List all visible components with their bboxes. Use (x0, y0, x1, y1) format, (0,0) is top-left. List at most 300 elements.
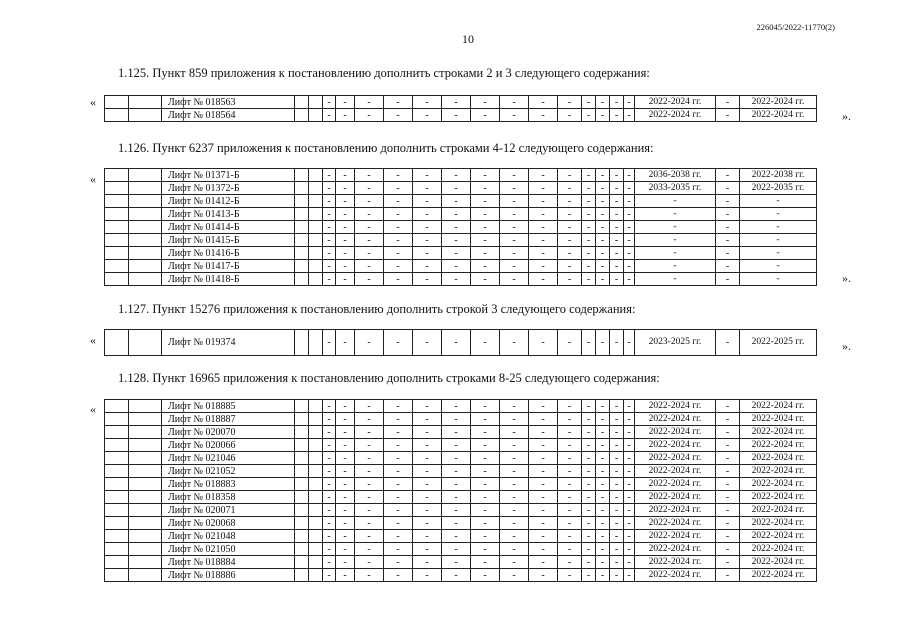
empty-cell (129, 569, 162, 582)
dash-cell: - (471, 330, 500, 356)
dash-cell: - (582, 208, 596, 221)
dash-cell: - (558, 234, 582, 247)
period-cell: - (740, 195, 817, 208)
empty-cell (105, 465, 129, 478)
dash-cell: - (442, 260, 471, 273)
dash-cell: - (558, 195, 582, 208)
table-row (105, 491, 817, 504)
dash-cell: - (529, 426, 558, 439)
empty-cell (105, 413, 129, 426)
dash-cell: - (355, 439, 384, 452)
dash-cell: - (471, 426, 500, 439)
empty-cell (309, 543, 323, 556)
period-cell: 2022-2024 гг. (635, 413, 716, 426)
dash-cell: - (413, 273, 442, 286)
dash-cell: - (500, 260, 529, 273)
dash-cell: - (610, 169, 624, 182)
dash-cell: - (596, 556, 610, 569)
page-number: 10 (462, 32, 474, 46)
dash-cell: - (500, 96, 529, 109)
dash-cell: - (582, 273, 596, 286)
dash-cell: - (336, 96, 355, 109)
dash-cell: - (336, 413, 355, 426)
dash-cell: - (413, 330, 442, 356)
dash-cell: - (471, 169, 500, 182)
period-cell: - (740, 260, 817, 273)
empty-cell (129, 260, 162, 273)
dash-cell: - (596, 452, 610, 465)
period-cell: - (635, 221, 716, 234)
period-cell: - (740, 208, 817, 221)
empty-cell (309, 208, 323, 221)
empty-cell (309, 234, 323, 247)
elevator-name-cell: Лифт № 019374 (162, 330, 295, 356)
dash-cell: - (582, 247, 596, 260)
dash-cell: - (596, 247, 610, 260)
elevator-name-cell: Лифт № 020066 (162, 439, 295, 452)
empty-cell (309, 195, 323, 208)
dash-cell: - (529, 208, 558, 221)
empty-cell (105, 426, 129, 439)
period-cell: 2022-2024 гг. (635, 478, 716, 491)
dash-cell: - (442, 247, 471, 260)
dash-cell: - (413, 413, 442, 426)
empty-cell (309, 260, 323, 273)
dash-cell: - (558, 182, 582, 195)
dash-cell: - (610, 221, 624, 234)
dash-cell: - (442, 400, 471, 413)
dash-cell: - (529, 247, 558, 260)
dash-cell: - (716, 195, 740, 208)
dash-cell: - (610, 478, 624, 491)
dash-cell: - (442, 208, 471, 221)
dash-cell: - (558, 330, 582, 356)
dash-cell: - (355, 556, 384, 569)
dash-cell: - (323, 504, 336, 517)
period-cell: 2022-2024 гг. (635, 109, 716, 122)
dash-cell: - (716, 491, 740, 504)
elevator-name-cell: Лифт № 018358 (162, 491, 295, 504)
dash-cell: - (323, 556, 336, 569)
empty-cell (129, 504, 162, 517)
dash-cell: - (323, 330, 336, 356)
dash-cell: - (558, 109, 582, 122)
table-row (105, 109, 817, 122)
dash-cell: - (500, 182, 529, 195)
dash-cell: - (582, 504, 596, 517)
dash-cell: - (610, 96, 624, 109)
period-cell: 2022-2024 гг. (740, 109, 817, 122)
dash-cell: - (610, 517, 624, 530)
empty-cell (309, 109, 323, 122)
dash-cell: - (442, 109, 471, 122)
empty-cell (105, 195, 129, 208)
dash-cell: - (471, 109, 500, 122)
dash-cell: - (529, 439, 558, 452)
amendment-table-1-125 (104, 95, 817, 122)
dash-cell: - (336, 182, 355, 195)
dash-cell: - (384, 96, 413, 109)
dash-cell: - (384, 517, 413, 530)
dash-cell: - (716, 109, 740, 122)
dash-cell: - (716, 452, 740, 465)
dash-cell: - (500, 569, 529, 582)
dash-cell: - (471, 413, 500, 426)
dash-cell: - (323, 413, 336, 426)
dash-cell: - (442, 234, 471, 247)
dash-cell: - (355, 530, 384, 543)
dash-cell: - (355, 504, 384, 517)
dash-cell: - (716, 260, 740, 273)
empty-cell (129, 96, 162, 109)
dash-cell: - (336, 330, 355, 356)
dash-cell: - (471, 478, 500, 491)
empty-cell (309, 569, 323, 582)
period-cell: 2022-2024 гг. (635, 426, 716, 439)
empty-cell (295, 247, 309, 260)
empty-cell (105, 439, 129, 452)
dash-cell: - (471, 439, 500, 452)
dash-cell: - (558, 426, 582, 439)
dash-cell: - (471, 260, 500, 273)
period-cell: 2022-2024 гг. (635, 530, 716, 543)
empty-cell (309, 96, 323, 109)
period-cell: 2022-2024 гг. (635, 452, 716, 465)
dash-cell: - (529, 530, 558, 543)
empty-cell (129, 517, 162, 530)
empty-cell (129, 195, 162, 208)
table-row (105, 221, 817, 234)
dash-cell: - (716, 426, 740, 439)
dash-cell: - (384, 543, 413, 556)
dash-cell: - (582, 517, 596, 530)
table-row (105, 517, 817, 530)
period-cell: 2022-2024 гг. (740, 465, 817, 478)
empty-cell (295, 491, 309, 504)
period-cell: - (740, 273, 817, 286)
dash-cell: - (596, 182, 610, 195)
dash-cell: - (596, 426, 610, 439)
dash-cell: - (558, 208, 582, 221)
dash-cell: - (610, 543, 624, 556)
dash-cell: - (442, 182, 471, 195)
dash-cell: - (529, 234, 558, 247)
table-row (105, 452, 817, 465)
dash-cell: - (442, 556, 471, 569)
dash-cell: - (471, 96, 500, 109)
dash-cell: - (413, 195, 442, 208)
closing-quote: ». (842, 109, 851, 123)
period-cell: - (635, 247, 716, 260)
dash-cell: - (582, 260, 596, 273)
dash-cell: - (471, 465, 500, 478)
dash-cell: - (582, 96, 596, 109)
period-cell: 2033-2035 гг. (635, 182, 716, 195)
dash-cell: - (716, 221, 740, 234)
closing-quote: ». (842, 271, 851, 285)
dash-cell: - (500, 330, 529, 356)
dash-cell: - (500, 195, 529, 208)
dash-cell: - (413, 182, 442, 195)
dash-cell: - (596, 234, 610, 247)
dash-cell: - (323, 569, 336, 582)
dash-cell: - (471, 247, 500, 260)
dash-cell: - (610, 465, 624, 478)
dash-cell: - (442, 491, 471, 504)
table-row (105, 413, 817, 426)
empty-cell (295, 556, 309, 569)
dash-cell: - (582, 530, 596, 543)
period-cell: 2036-2038 гг. (635, 169, 716, 182)
dash-cell: - (500, 109, 529, 122)
dash-cell: - (610, 400, 624, 413)
table-row (105, 234, 817, 247)
dash-cell: - (624, 465, 635, 478)
dash-cell: - (596, 504, 610, 517)
dash-cell: - (355, 491, 384, 504)
table-row (105, 195, 817, 208)
empty-cell (309, 400, 323, 413)
period-cell: 2022-2024 гг. (635, 465, 716, 478)
dash-cell: - (355, 478, 384, 491)
dash-cell: - (355, 109, 384, 122)
dash-cell: - (582, 109, 596, 122)
dash-cell: - (471, 400, 500, 413)
empty-cell (295, 452, 309, 465)
dash-cell: - (384, 234, 413, 247)
dash-cell: - (336, 569, 355, 582)
empty-cell (309, 478, 323, 491)
period-cell: - (635, 234, 716, 247)
dash-cell: - (355, 195, 384, 208)
dash-cell: - (624, 221, 635, 234)
dash-cell: - (355, 413, 384, 426)
dash-cell: - (471, 530, 500, 543)
dash-cell: - (384, 478, 413, 491)
empty-cell (295, 504, 309, 517)
dash-cell: - (355, 234, 384, 247)
dash-cell: - (500, 517, 529, 530)
dash-cell: - (716, 517, 740, 530)
empty-cell (295, 439, 309, 452)
period-cell: - (635, 260, 716, 273)
closing-quote: ». (842, 339, 851, 353)
dash-cell: - (384, 426, 413, 439)
dash-cell: - (336, 109, 355, 122)
empty-cell (309, 169, 323, 182)
dash-cell: - (384, 182, 413, 195)
elevator-name-cell: Лифт № 018564 (162, 109, 295, 122)
dash-cell: - (500, 452, 529, 465)
empty-cell (105, 400, 129, 413)
dash-cell: - (558, 556, 582, 569)
dash-cell: - (558, 530, 582, 543)
dash-cell: - (500, 169, 529, 182)
dash-cell: - (529, 491, 558, 504)
dash-cell: - (323, 169, 336, 182)
dash-cell: - (384, 465, 413, 478)
elevator-name-cell: Лифт № 01412-Б (162, 195, 295, 208)
dash-cell: - (336, 517, 355, 530)
dash-cell: - (323, 109, 336, 122)
dash-cell: - (413, 569, 442, 582)
dash-cell: - (471, 208, 500, 221)
dash-cell: - (413, 169, 442, 182)
dash-cell: - (413, 491, 442, 504)
dash-cell: - (500, 478, 529, 491)
dash-cell: - (413, 439, 442, 452)
dash-cell: - (624, 330, 635, 356)
empty-cell (129, 208, 162, 221)
empty-cell (295, 96, 309, 109)
empty-cell (295, 400, 309, 413)
empty-cell (129, 247, 162, 260)
dash-cell: - (336, 478, 355, 491)
dash-cell: - (716, 400, 740, 413)
dash-cell: - (558, 452, 582, 465)
elevator-name-cell: Лифт № 018883 (162, 478, 295, 491)
dash-cell: - (529, 465, 558, 478)
dash-cell: - (336, 556, 355, 569)
dash-cell: - (624, 109, 635, 122)
dash-cell: - (471, 195, 500, 208)
dash-cell: - (336, 504, 355, 517)
dash-cell: - (384, 330, 413, 356)
empty-cell (129, 273, 162, 286)
dash-cell: - (323, 426, 336, 439)
empty-cell (105, 491, 129, 504)
dash-cell: - (355, 452, 384, 465)
dash-cell: - (355, 569, 384, 582)
dash-cell: - (596, 273, 610, 286)
period-cell: 2022-2024 гг. (740, 400, 817, 413)
dash-cell: - (336, 260, 355, 273)
dash-cell: - (558, 543, 582, 556)
dash-cell: - (500, 504, 529, 517)
elevator-name-cell: Лифт № 01417-Б (162, 260, 295, 273)
dash-cell: - (500, 413, 529, 426)
dash-cell: - (323, 439, 336, 452)
empty-cell (129, 465, 162, 478)
period-cell: 2022-2024 гг. (740, 413, 817, 426)
dash-cell: - (582, 543, 596, 556)
dash-cell: - (500, 221, 529, 234)
dash-cell: - (442, 465, 471, 478)
period-cell: 2022-2024 гг. (635, 439, 716, 452)
empty-cell (295, 517, 309, 530)
dash-cell: - (624, 260, 635, 273)
empty-cell (105, 234, 129, 247)
dash-cell: - (582, 556, 596, 569)
dash-cell: - (596, 208, 610, 221)
empty-cell (309, 247, 323, 260)
dash-cell: - (384, 247, 413, 260)
dash-cell: - (384, 169, 413, 182)
dash-cell: - (336, 439, 355, 452)
dash-cell: - (442, 543, 471, 556)
empty-cell (295, 413, 309, 426)
dash-cell: - (355, 273, 384, 286)
empty-cell (295, 109, 309, 122)
dash-cell: - (471, 234, 500, 247)
dash-cell: - (529, 504, 558, 517)
empty-cell (105, 530, 129, 543)
opening-quote: « (90, 402, 96, 416)
dash-cell: - (716, 273, 740, 286)
dash-cell: - (610, 426, 624, 439)
dash-cell: - (413, 517, 442, 530)
dash-cell: - (529, 478, 558, 491)
elevator-name-cell: Лифт № 01414-Б (162, 221, 295, 234)
table-row (105, 260, 817, 273)
empty-cell (105, 452, 129, 465)
dash-cell: - (413, 452, 442, 465)
dash-cell: - (610, 273, 624, 286)
dash-cell: - (716, 569, 740, 582)
dash-cell: - (384, 109, 413, 122)
dash-cell: - (336, 543, 355, 556)
dash-cell: - (413, 465, 442, 478)
dash-cell: - (624, 530, 635, 543)
dash-cell: - (442, 426, 471, 439)
table-row (105, 96, 817, 109)
dash-cell: - (558, 221, 582, 234)
dash-cell: - (500, 426, 529, 439)
period-cell: 2022-2024 гг. (635, 96, 716, 109)
dash-cell: - (471, 491, 500, 504)
empty-cell (295, 260, 309, 273)
dash-cell: - (384, 413, 413, 426)
dash-cell: - (529, 517, 558, 530)
dash-cell: - (624, 426, 635, 439)
empty-cell (129, 478, 162, 491)
dash-cell: - (336, 169, 355, 182)
dash-cell: - (529, 569, 558, 582)
amendment-table-1-128 (104, 399, 817, 582)
dash-cell: - (596, 96, 610, 109)
dash-cell: - (384, 273, 413, 286)
period-cell: 2022-2024 гг. (740, 569, 817, 582)
dash-cell: - (323, 221, 336, 234)
empty-cell (295, 465, 309, 478)
dash-cell: - (413, 426, 442, 439)
elevator-name-cell: Лифт № 018886 (162, 569, 295, 582)
dash-cell: - (582, 491, 596, 504)
dash-cell: - (610, 530, 624, 543)
empty-cell (105, 169, 129, 182)
dash-cell: - (582, 234, 596, 247)
dash-cell: - (384, 452, 413, 465)
dash-cell: - (413, 234, 442, 247)
empty-cell (105, 182, 129, 195)
empty-cell (309, 221, 323, 234)
dash-cell: - (529, 182, 558, 195)
empty-cell (105, 556, 129, 569)
dash-cell: - (624, 478, 635, 491)
dash-cell: - (323, 234, 336, 247)
dash-cell: - (558, 260, 582, 273)
dash-cell: - (582, 452, 596, 465)
elevator-name-cell: Лифт № 018884 (162, 556, 295, 569)
dash-cell: - (558, 96, 582, 109)
dash-cell: - (384, 530, 413, 543)
dash-cell: - (624, 273, 635, 286)
period-cell: - (740, 247, 817, 260)
section-1-127-heading: 1.127. Пункт 15276 приложения к постановлению дополнить строкой 3 следующего содержания: (118, 302, 636, 316)
dash-cell: - (413, 400, 442, 413)
dash-cell: - (596, 465, 610, 478)
dash-cell: - (558, 478, 582, 491)
